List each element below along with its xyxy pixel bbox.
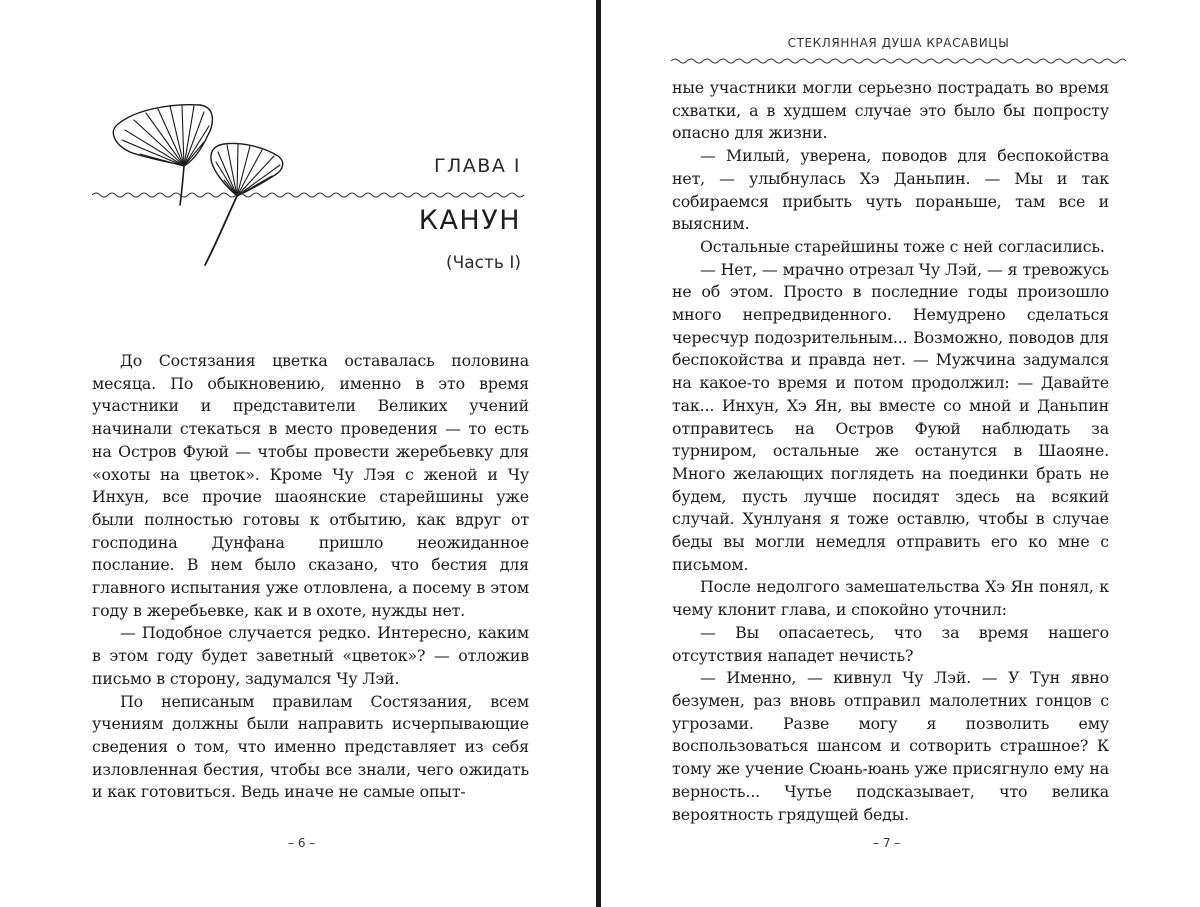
paragraph: После недолгого замешательства Хэ Ян понял, к чему клонит глава, и спокойно уточнил: — [672, 577, 1109, 620]
paragraph: Остальные старейшины тоже с ней согласились. — [700, 236, 1105, 256]
left-body-text — [92, 350, 529, 804]
left-page — [0, 0, 597, 907]
page-number: – 6 – — [288, 836, 316, 850]
wavy-divider — [92, 190, 524, 200]
paragraph: — Нет, — мрачно отрезал Чу Лэй, — я тревожусь не об этом. Просто в последние годы произошло много непредвиденного. Немудрено сделаться чересчур подозрительным... Возможно, поводов для беспокойства и правда нет. — Мужчина задумался на какое-то время и потом продолжил: — Давайте так... Инхун, Хэ Ян, вы вместе со мной и Даньпин отправитесь на Остров Фуюй наблюдать за турниром, остальные же останутся в Шаояне. Много желающих поглядеть на поединки брать не будем, пусть лучше посидят здесь на всякий случай. Хунлуаня я тоже оставлю, чтобы в случае беды вы могли немедля отправить его ко мне с письмом. — [672, 259, 1109, 574]
paragraph: — Вы опасаетесь, что за время нашего отсутствия нападет нечисть? — [672, 622, 1109, 665]
chapter-label: ГЛАВА I — [433, 155, 521, 177]
paragraph: По неписаным правилам Состязания, всем учениям должны были направить исчерпывающие сведения о том, что именно представляет из себя изловленная бестия, чтобы все знали, чего ожидать и как готовиться. Ведь иначе не самые опыт- — [92, 691, 529, 802]
chapter-title: КАНУН — [418, 205, 521, 236]
right-body-text — [672, 77, 1109, 826]
paragraph: — Милый, уверена, поводов для беспокойства нет, — улыбнулась Хэ Даньпин. — Мы и так собираемся прибыть чуть пораньше, там все и выясним. — [672, 146, 1109, 234]
wavy-divider — [671, 56, 1126, 66]
running-head: СТЕКЛЯННАЯ ДУША КРАСАВИЦЫ — [787, 36, 1010, 50]
paragraph: — Подобное случается редко. Интересно, каким в этом году будет заветный «цветок»? — отложив письмо в сторону, задумался Чу Лэй. — [92, 623, 529, 688]
ginkgo-leaves-icon — [100, 100, 300, 270]
page-number: – 7 – — [873, 836, 901, 850]
paragraph: До Состязания цветка оставалась половина месяца. По обыкновению, именно в это время участники и представители Великих учений начинали стекаться в место проведения — то есть на Остров Фуюй — чтобы провести жеребьевку для «охоты на цветок». Кроме Чу Лэя с женой и Чу Инхун, все прочие шаоянские старейшины уже были полностью готовы к отбытию, как вдруг от господина Дунфана пришло неожиданное послание. В нем было сказано, что бестия для главного испытания уже отловлена, а посему в этом году в жеребьевке, как и в охоте, нужды нет. — [92, 351, 529, 620]
paragraph: ные участники могли серьезно пострадать во время схватки, а в худшем случае это было бы попросту опасно для жизни. — [672, 78, 1109, 143]
right-page — [601, 0, 1200, 907]
chapter-part: (Часть I) — [445, 253, 521, 273]
paragraph: — Именно, — кивнул Чу Лэй. — У Тун явно безумен, раз вновь отправил малолетних гонцов с угрозами. Разве могу я позволить ему воспользоваться шансом и сотворить страшное? К тому же учение Сюань-юань уже присягнуло ему на верность... Чутье подсказывает, что велика вероятность грядущей беды. — [672, 668, 1109, 824]
